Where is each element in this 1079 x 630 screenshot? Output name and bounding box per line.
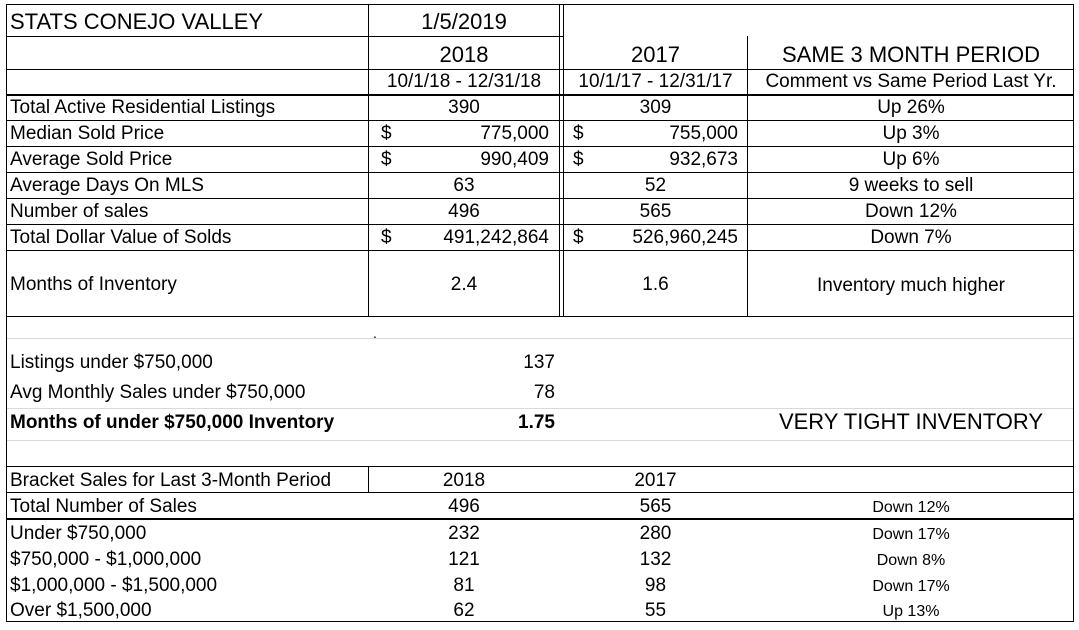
- bracket-value-2018: 496: [448, 496, 480, 517]
- under750-months-value: 1.75: [518, 412, 555, 433]
- currency-symbol: $: [381, 149, 392, 170]
- stat-value-2017: 1.6: [642, 274, 669, 295]
- bracket-label: $1,000,000 - $1,500,000: [10, 575, 218, 596]
- row-line: [6, 120, 1074, 121]
- row-line: [6, 172, 1074, 173]
- row-line: [6, 69, 1074, 70]
- bracket-comment: Down 8%: [876, 552, 946, 569]
- col-line: [747, 36, 748, 317]
- stat-value-2017: 526,960,245: [632, 227, 738, 248]
- row-line: [6, 466, 1074, 467]
- stat-comment: Down 12%: [865, 201, 957, 222]
- col-line: [563, 4, 564, 317]
- date-range-2018: 10/1/18 - 12/31/18: [386, 71, 542, 92]
- row-line: [6, 224, 1074, 225]
- stray-dot: .: [373, 325, 377, 341]
- bracket-label: Total Number of Sales: [10, 496, 197, 517]
- stat-label: Months of Inventory: [10, 274, 177, 295]
- stat-value-2018: 2.4: [450, 274, 478, 295]
- stat-value-2018: 491,242,864: [443, 227, 549, 248]
- border-right: [1073, 4, 1074, 622]
- stat-label: Median Sold Price: [10, 123, 165, 144]
- column-header-2017: 2017: [631, 42, 680, 67]
- bracket-value-2018: 81: [453, 575, 475, 596]
- col-line: [559, 4, 560, 317]
- report-date: 1/5/2019: [421, 9, 507, 34]
- bracket-header-2017: 2017: [634, 470, 677, 491]
- row-line: [6, 492, 1074, 493]
- tight-inventory-note: VERY TIGHT INVENTORY: [778, 409, 1044, 434]
- stat-value-2017: 932,673: [669, 149, 738, 170]
- stat-value-2017: 565: [639, 201, 672, 222]
- currency-symbol: $: [573, 123, 584, 144]
- stat-label: Average Days On MLS: [10, 175, 204, 196]
- under750-sales-value: 78: [533, 382, 555, 403]
- under750-listings-value: 137: [523, 352, 555, 373]
- bracket-label: Under $750,000: [10, 523, 147, 544]
- currency-symbol: $: [381, 227, 392, 248]
- bracket-value-2017: 565: [639, 496, 672, 517]
- bracket-value-2017: 55: [644, 600, 667, 621]
- row-line: [6, 36, 564, 37]
- currency-symbol: $: [573, 227, 584, 248]
- stat-comment: Inventory much higher: [817, 275, 1005, 296]
- column-header-2018: 2018: [439, 42, 489, 67]
- bracket-comment: Down 17%: [872, 526, 950, 543]
- sheet-title: STATS CONEJO VALLEY: [10, 9, 264, 34]
- stat-value-2017: 52: [644, 175, 667, 196]
- under750-sales-label: Avg Monthly Sales under $750,000: [10, 382, 306, 403]
- bracket-label: Over $1,500,000: [10, 600, 152, 621]
- bracket-value-2017: 132: [639, 549, 672, 570]
- stat-value-2017: 755,000: [669, 123, 738, 144]
- row-line: [6, 198, 1074, 199]
- bracket-header-2018: 2018: [442, 470, 486, 491]
- row-line: [6, 94, 1074, 96]
- stat-value-2018: 390: [448, 97, 480, 118]
- under750-listings-label: Listings under $750,000: [10, 352, 213, 373]
- comment-header: Comment vs Same Period Last Yr.: [765, 71, 1057, 92]
- stat-comment: Up 6%: [882, 149, 940, 170]
- bracket-value-2018: 62: [453, 600, 475, 621]
- border-left: [6, 4, 7, 622]
- bracket-value-2018: 232: [448, 523, 480, 544]
- stat-comment: Up 3%: [882, 123, 940, 144]
- border-bottom: [6, 621, 1074, 622]
- bracket-value-2018: 121: [448, 549, 480, 570]
- stat-value-2018: 775,000: [480, 123, 549, 144]
- stat-value-2017: 309: [639, 97, 672, 118]
- stat-comment: Up 26%: [877, 97, 945, 118]
- stat-value-2018: 496: [448, 201, 480, 222]
- bracket-label: $750,000 - $1,000,000: [10, 549, 202, 570]
- currency-symbol: $: [573, 149, 584, 170]
- bracket-header-label: Bracket Sales for Last 3-Month Period: [10, 471, 332, 490]
- stat-comment: Down 7%: [870, 227, 952, 248]
- bracket-value-2017: 98: [644, 575, 667, 596]
- column-header-comment: SAME 3 MONTH PERIOD: [782, 42, 1040, 67]
- col-line: [368, 466, 369, 492]
- border-top: [6, 4, 1074, 5]
- row-line: [6, 518, 1074, 520]
- stat-label: Number of sales: [10, 201, 149, 222]
- under750-months-label: Months of under $750,000 Inventory: [10, 413, 335, 432]
- stat-label: Total Active Residential Listings: [10, 97, 276, 118]
- row-line: [6, 316, 1074, 317]
- bracket-comment: Up 13%: [882, 603, 940, 620]
- bracket-comment: Down 17%: [872, 578, 950, 595]
- stat-value-2018: 990,409: [480, 149, 549, 170]
- row-line: [6, 250, 1074, 251]
- gridline: [6, 338, 1074, 339]
- stat-comment: 9 weeks to sell: [848, 175, 974, 196]
- stat-value-2018: 63: [453, 175, 475, 196]
- stat-label: Total Dollar Value of Solds: [10, 227, 232, 248]
- bracket-value-2017: 280: [639, 523, 672, 544]
- bracket-comment: Down 12%: [872, 499, 950, 516]
- row-line: [6, 146, 1074, 147]
- date-range-2017: 10/1/17 - 12/31/17: [578, 71, 733, 92]
- currency-symbol: $: [381, 123, 392, 144]
- col-line: [368, 4, 369, 317]
- stat-label: Average Sold Price: [10, 149, 173, 170]
- gridline: [6, 440, 1074, 441]
